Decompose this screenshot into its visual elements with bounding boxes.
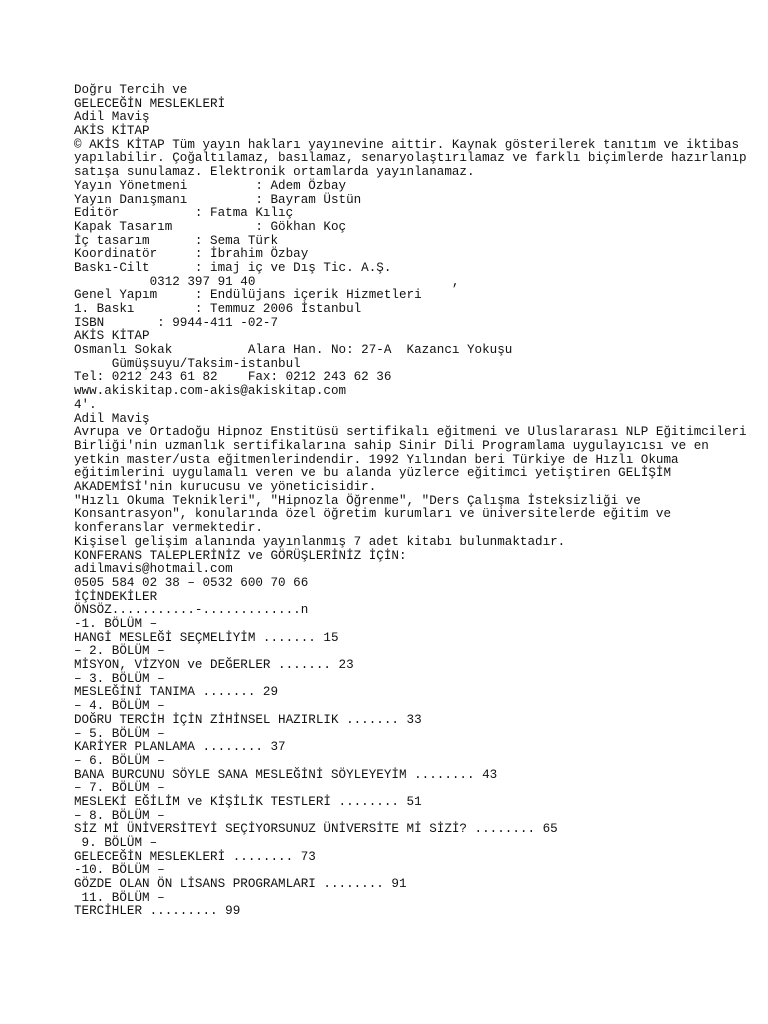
credit-baski-cilt: Baskı-Cilt : imaj iç ve Dış Tic. A.Ş. — [74, 260, 392, 275]
credit-phone: 0312 397 91 40 , — [74, 274, 460, 289]
toc-chapter-label: – 3. BÖLÜM – — [74, 671, 165, 686]
credit-koordinator: Koordinatör : İbrahim Özbay — [74, 247, 309, 262]
contact-heading: KONFERANS TALEPLERİNİZ ve GÖRÜŞLERİNİZ İÇİN: — [74, 548, 407, 563]
document-page — [74, 84, 754, 919]
contact-email: adilmavis@hotmail.com — [74, 562, 233, 577]
toc-chapter-label: – 7. BÖLÜM – — [74, 781, 165, 796]
toc-heading: İÇİNDEKİLER — [74, 589, 158, 604]
credit-ic-tasarim: İç tasarım : Sema Türk — [74, 233, 279, 248]
toc-chapter-label: – 4. BÖLÜM – — [74, 699, 165, 714]
title-line-2: GELECEĞİN MESLEKLERİ — [74, 96, 226, 111]
bio-name: Adil Maviş — [74, 411, 150, 426]
toc-chapter-title: HANGİ MESLEĞİ SEÇMELİYİM ....... 15 — [74, 630, 339, 645]
credit-isbn: ISBN : 9944-411 -02-7 — [74, 315, 279, 330]
address-tel-fax: Tel: 0212 243 61 82 Fax: 0212 243 62 36 — [74, 370, 392, 385]
copyright-notice: © AKİS KİTAP Tüm yayın hakları yayınevine aittir. Kaynak gösterilerek tanıtım ve iktibas yapılabilir. Çoğaltılamaz, basılamaz, senaryolaştırılamaz ve farklı biçimlerde hazırlanıp satışa sunulamaz. Elektronik ortamlarda yayınlanamaz. — [74, 137, 747, 180]
bio-paragraph-1: Avrupa ve Ortadoğu Hipnoz Enstitüsü sertifikalı eğitmeni ve Uluslararası NLP Eğitimcileri Birliği'nin uzmanlık sertifikalarına sahip Sinir Dili Programlama uygulayıcısı ve en yetkin master/usta eğitmenlerindendir. 1992 Yılından beri Türkiye de Hızlı Okuma eğitimlerini uygulamalı veren ve bu alanda yüzlerce eğitimci yetiştiren GELİŞİM AKADEMİSİ'nin kurucusu ve yöneticisidir. — [74, 425, 747, 495]
credit-baski: 1. Baskı : Temmuz 2006 İstanbul — [74, 302, 362, 317]
toc-chapter-label: 9. BÖLÜM – — [74, 836, 158, 850]
credit-editor: Editör : Fatma Kılıç — [74, 206, 294, 221]
toc-chapter-title: MİSYON, VİZYON ve DEĞERLER ....... 23 — [74, 658, 354, 673]
credit-genel-yapim: Genel Yapım : Endülüjans içerik Hizmetleri — [74, 288, 422, 303]
toc-chapter-title: SİZ Mİ ÜNİVERSİTEYİ SEÇİYORSUNUZ ÜNİVERSİTE Mİ SİZİ? ........ 65 — [74, 822, 558, 837]
bio-paragraph-2: "Hızlı Okuma Teknikleri", "Hipnozla Öğrenme", "Ders Çalışma İsteksizliği ve Konsantrasyon", konularında özel öğretim kurumları ve üniversitelerde eğitim ve konferanslar vermektedir. — [74, 493, 672, 536]
toc-onsoz: ÖNSÖZ...........-.............n — [74, 603, 309, 618]
toc-chapter-title: MESLEKİ EĞİLİM ve KİŞİLİK TESTLERİ ........ 51 — [74, 794, 422, 809]
toc-chapter-title: TERCİHLER ......... 99 — [74, 904, 241, 919]
author-name: Adil Maviş — [74, 110, 150, 125]
toc-chapter-label: – 2. BÖLÜM – — [74, 644, 165, 659]
toc-chapter-label: 11. BÖLÜM – — [74, 890, 165, 905]
title-line-1: Doğru Tercih ve — [74, 83, 188, 97]
address-street: Osmanlı Sokak Alara Han. No: 27-A Kazancı Yokuşu — [74, 343, 513, 358]
toc-chapter-label: -10. BÖLÜM – — [74, 863, 165, 878]
toc-chapter-label: – 5. BÖLÜM – — [74, 726, 165, 741]
toc-chapter-title: GÖZDE OLAN ÖN LİSANS PROGRAMLARI ........ 91 — [74, 877, 407, 892]
contact-phones: 0505 584 02 38 – 0532 600 70 66 — [74, 575, 309, 590]
page-mark: 4'. — [74, 397, 97, 412]
toc-chapter-label: – 8. BÖLÜM – — [74, 808, 165, 823]
toc-chapter-title: MESLEĞİNİ TANIMA ....... 29 — [74, 685, 279, 700]
address-name: AKİS KİTAP — [74, 329, 150, 344]
publisher-name: AKİS KİTAP — [74, 124, 150, 139]
address-web: www.akiskitap.com-akis@akiskitap.com — [74, 384, 347, 399]
bio-paragraph-3: Kişisel gelişim alanında yayınlanmış 7 adet kitabı bulunmaktadır. — [74, 534, 566, 549]
toc-chapter-title: KARİYER PLANLAMA ........ 37 — [74, 740, 286, 755]
credit-yayin-yonetmeni: Yayın Yönetmeni : Adem Özbay — [74, 178, 347, 193]
toc-chapter-title: GELECEĞİN MESLEKLERİ ........ 73 — [74, 849, 316, 864]
credit-kapak: Kapak Tasarım : Gökhan Koç — [74, 219, 347, 234]
toc-chapter-title: DOĞRU TERCİH İÇİN ZİHİNSEL HAZIRLIK ....... 33 — [74, 712, 422, 727]
toc-chapter-label: -1. BÖLÜM – — [74, 617, 158, 631]
toc-chapter-title: BANA BURCUNU SÖYLE SANA MESLEĞİNİ SÖYLEYEYİM ........ 43 — [74, 767, 498, 782]
credit-yayin-danismani: Yayın Danışmanı : Bayram Üstün — [74, 192, 362, 207]
toc-chapter-label: – 6. BÖLÜM – — [74, 753, 165, 768]
address-district: Gümüşsuyu/Taksim-istanbul — [74, 356, 301, 371]
